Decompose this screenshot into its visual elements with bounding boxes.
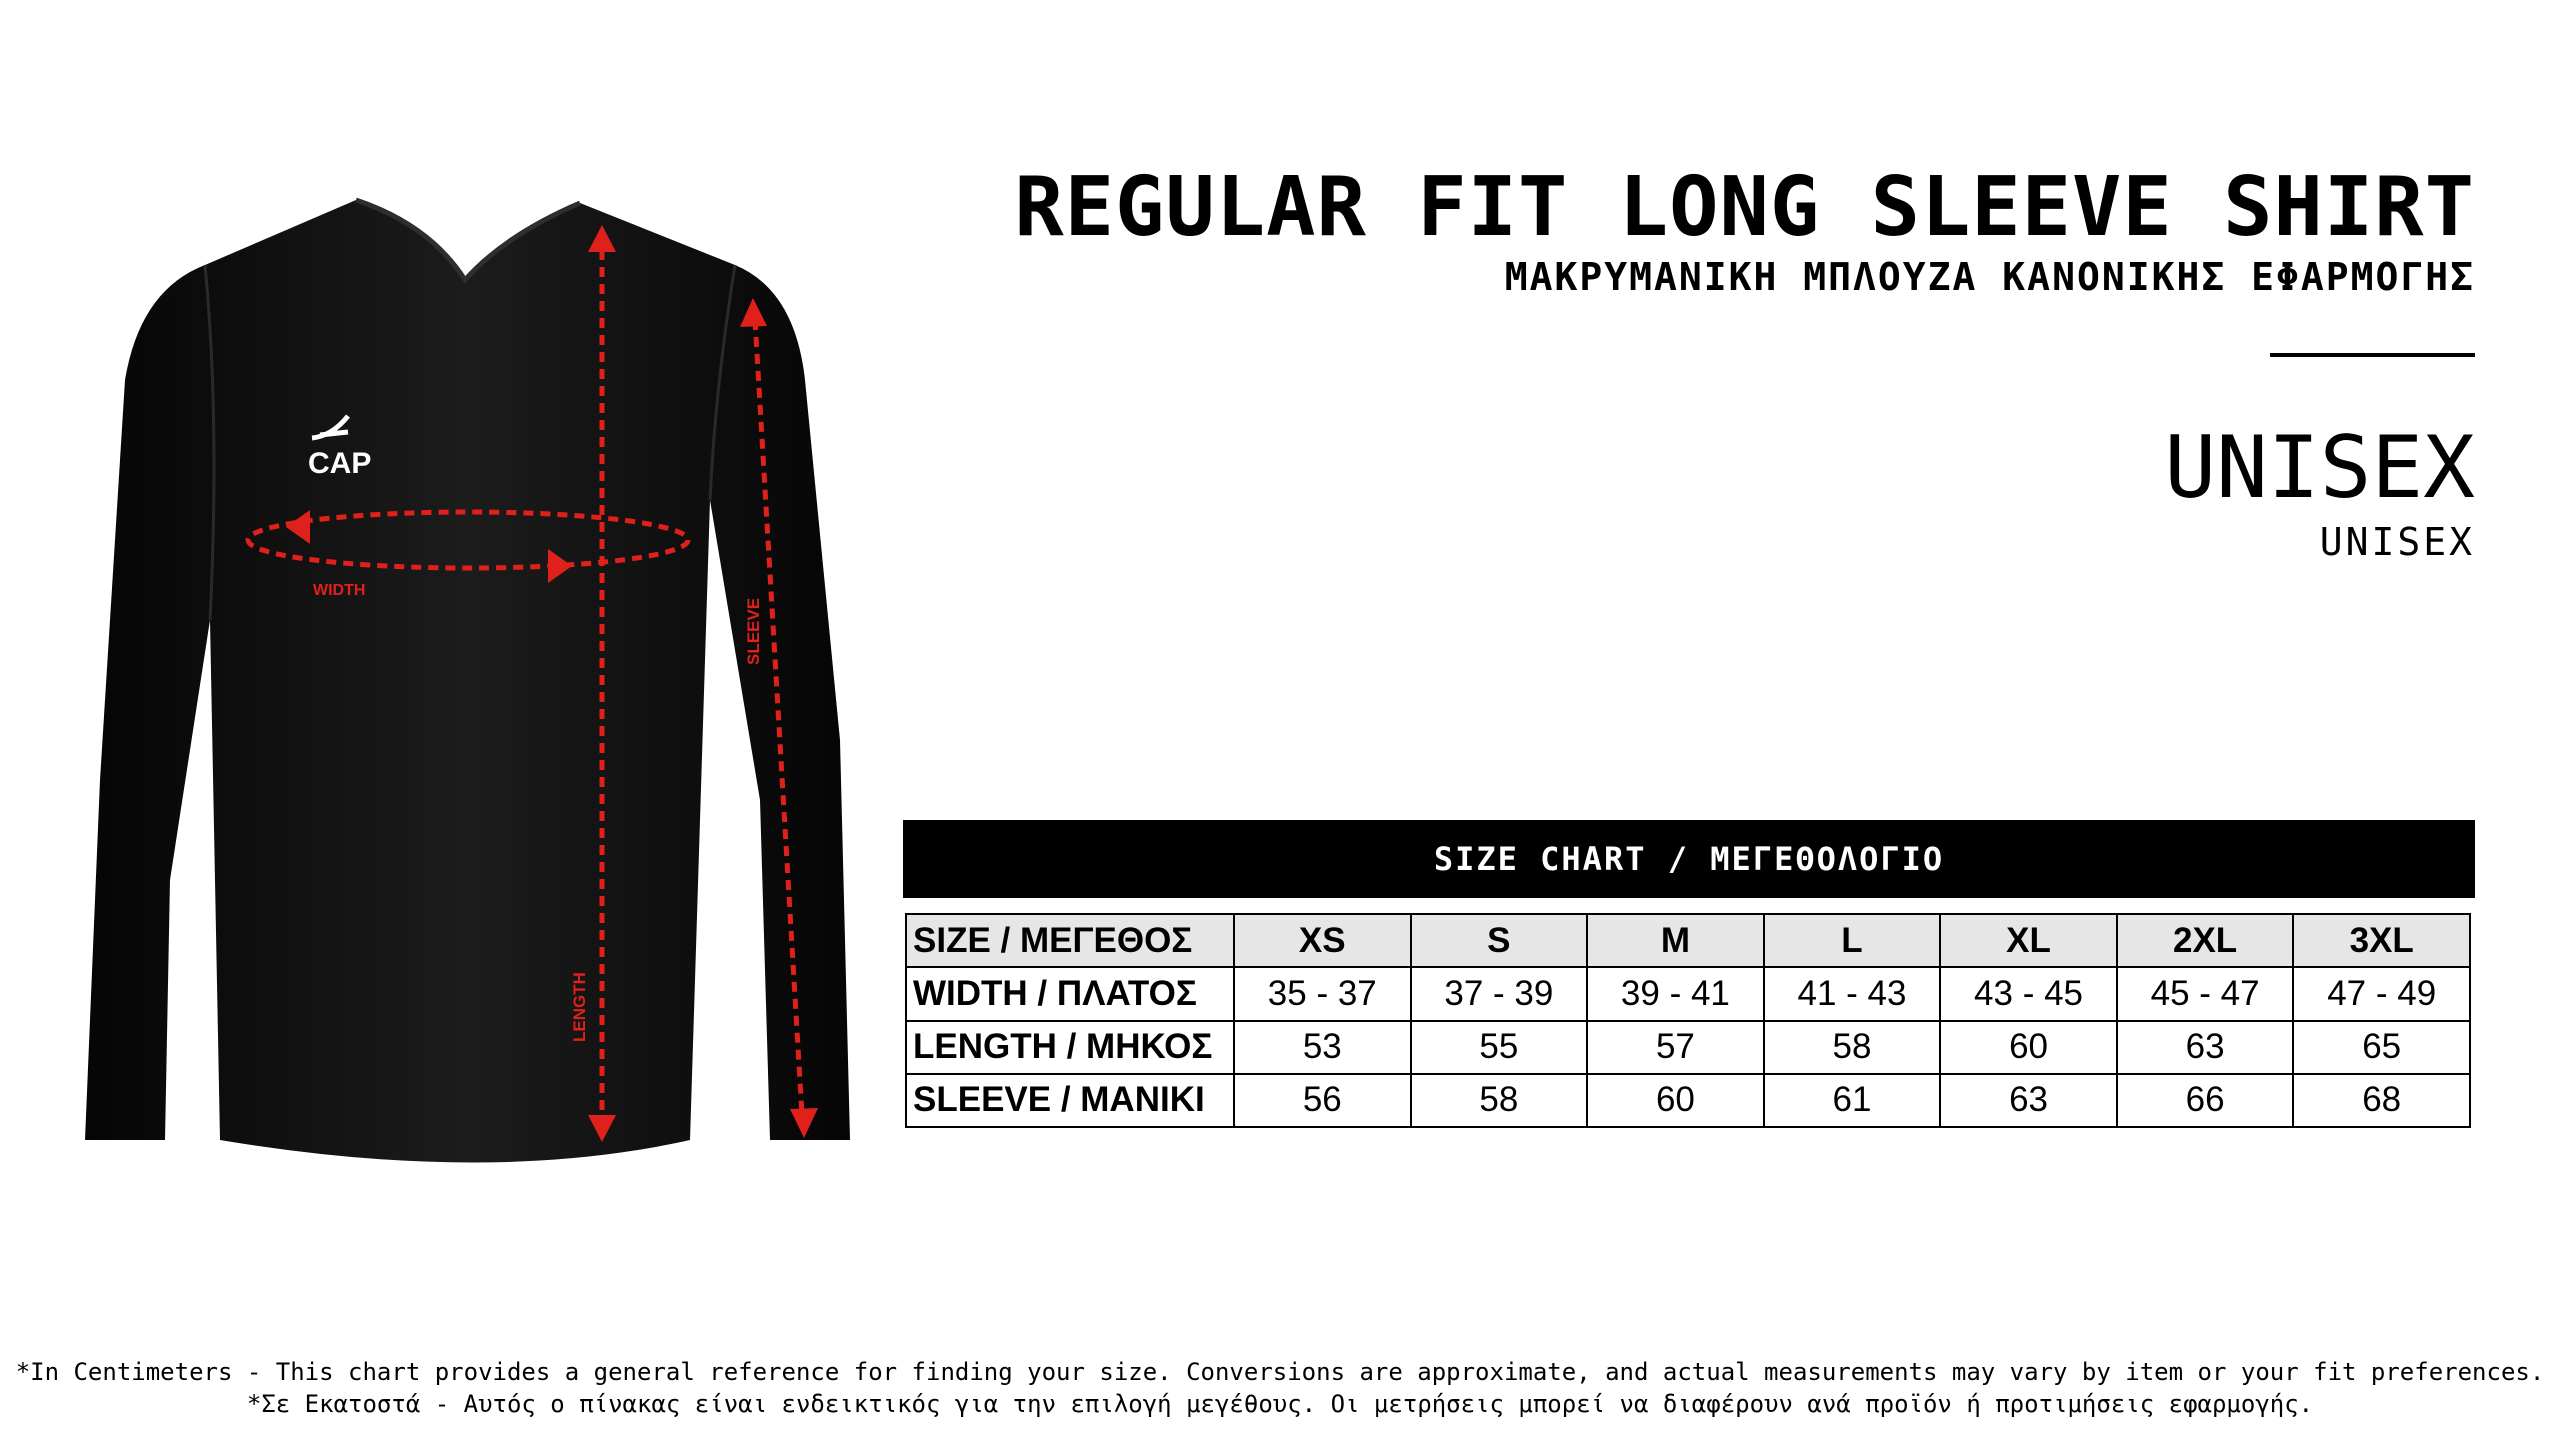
size-chart-banner: SIZE CHART / ΜΕΓΕΘΟΛΟΓΙΟ [903,820,2475,898]
table-cell: 58 [1764,1021,1941,1074]
table-cell: 39 - 41 [1587,967,1764,1020]
table-row-width [906,967,2470,1020]
size-header-cell: M [1587,914,1764,967]
table-cell: 35 - 37 [1234,967,1411,1020]
size-header-cell: S [1411,914,1588,967]
table-cell: 56 [1234,1074,1411,1127]
logo-text: CAP [308,447,372,480]
table-cell: 57 [1587,1021,1764,1074]
size-header-cell: XS [1234,914,1411,967]
footnote-greek: *Σε Εκατοστά - Αυτός ο πίνακας είναι ενδεικτικός για την επιλογή μεγέθους. Οι μετρήσεις μπορεί να διαφέρουν ανά προϊόν ή προτιμήσεις εφαρμογής. [246,1390,2314,1418]
table-cell: 63 [2117,1021,2294,1074]
sleeve-label: SLEEVE [744,597,763,665]
product-subtitle: ΜΑΚΡΥΜΑΝΙΚΗ ΜΠΛΟΥΖΑ ΚΑΝΟΝΙΚΗΣ ΕΦΑΡΜΟΓΗΣ [1504,255,2475,299]
table-cell: 65 [2293,1021,2470,1074]
row-label: SLEEVE / ΜΑΝΙΚΙ [906,1074,1234,1127]
table-cell: 68 [2293,1074,2470,1127]
shirt-body [85,200,850,1163]
table-cell: 37 - 39 [1411,967,1588,1020]
table-row-sleeve [906,1074,2470,1127]
row-label: WIDTH / ΠΛΑΤΟΣ [906,967,1234,1020]
title-divider [2270,353,2475,357]
size-header-cell: 3XL [2293,914,2470,967]
table-cell: 43 - 45 [1940,967,2117,1020]
table-cell: 55 [1411,1021,1588,1074]
table-cell: 58 [1411,1074,1588,1127]
product-title: REGULAR FIT LONG SLEEVE SHIRT [1014,160,2475,255]
table-cell: 66 [2117,1074,2294,1127]
gender-sublabel: UNISEX [2319,520,2475,564]
size-header-label: SIZE / ΜΕΓΕΘΟΣ [906,914,1234,967]
table-cell: 60 [1587,1074,1764,1127]
size-table [905,913,2471,1128]
table-cell: 45 - 47 [2117,967,2294,1020]
size-header-cell: L [1764,914,1941,967]
size-header-cell: XL [1940,914,2117,967]
table-cell: 61 [1764,1074,1941,1127]
footnote-english: *In Centimeters - This chart provides a general reference for finding your size. Conversions are approximate, and actual measurements may vary by item or your fit preferences. [15,1358,2545,1386]
width-label: WIDTH [313,582,366,599]
length-label: LENGTH [570,972,589,1042]
row-label: LENGTH / ΜΗΚΟΣ [906,1021,1234,1074]
table-cell: 41 - 43 [1764,967,1941,1020]
size-header-cell: 2XL [2117,914,2294,967]
table-row-length [906,1021,2470,1074]
table-cell: 53 [1234,1021,1411,1074]
table-cell: 63 [1940,1074,2117,1127]
table-cell: 47 - 49 [2293,967,2470,1020]
gender-label: UNISEX [2164,418,2475,518]
table-cell: 60 [1940,1021,2117,1074]
shirt-illustration [70,180,860,1170]
table-header-row [906,914,2470,967]
